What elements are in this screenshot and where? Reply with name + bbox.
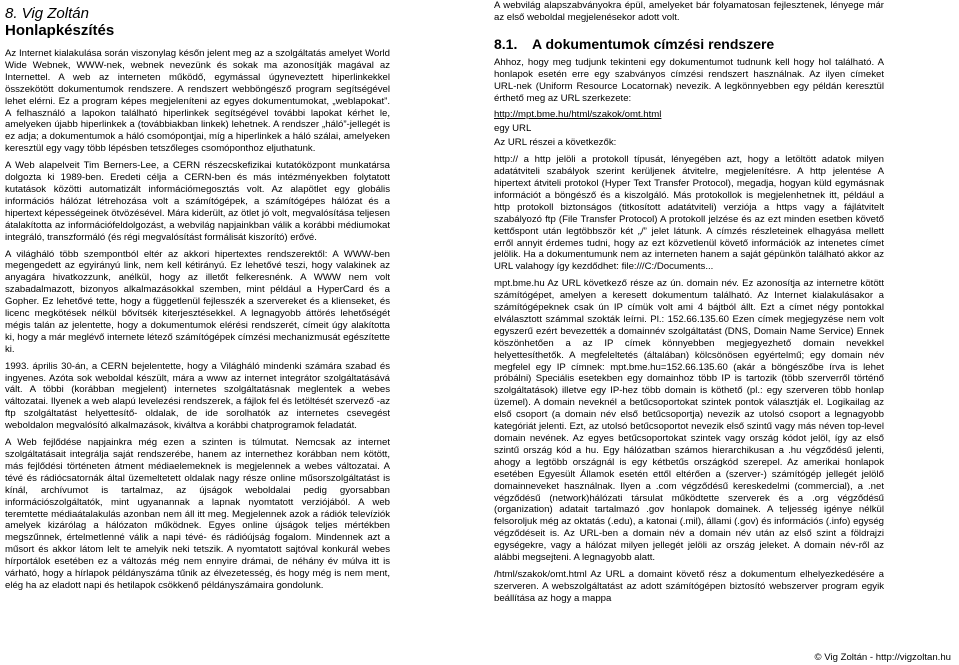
- url-parts-intro: Az URL részei a következők:: [494, 137, 617, 149]
- example-url-link[interactable]: http://mpt.bme.hu/html/szakok/omt.html: [494, 109, 662, 121]
- paragraph-4: 1993. április 30-án, a CERN bejelentette, hogy a Világháló mindenki számára szabad és ingyenes. Azóta sok weboldal készült, mára a www az internet integrátor szolgáltatásává vált. A többi (korábban megjelent) internetes szolgáltatásnak meglentek a webes változatai. Ilyenek a web alapú levelezési rendszerek, a fájlok fel és letöltését szervező -az ftp szolgáltatást helyettesítő- oldalak, de ide sorolhatók az internetes csevegést weboldalon megvalósító alkalmazások, kiváltva a korábbi chatprogramok feladatát.: [5, 360, 391, 432]
- left-column: [5, 0, 390, 597]
- protocol-paragraph: http:// a http jelöli a protokoll típusát, lényegében azt, hogy a letöltött adatok milyen adatátviteli szabályok szerint kerüljenek átvitelre, megjelenítésre. A http jelentése A hipertext átviteli protokol (Hyper Text Transfer Protocol), megadja, hogyan küld egymásnak információt a böngésző és a kiszolgáló. Más protokollok is megjelenhetnek itt, például a http protokoll biztonságos (titkosított adatátviteli) verziója a https vagy a fájlátvitelt szabályozó ftp (File Transfer Protocol) A protokoll jelzése és az ezt minden esetben követő kettőspont után legtöbbször két „/” jelet látunk. A címzés részleteinek elhagyása mellett erről annyit érdemes tudni, hogy az ezt közvetlenül követő információk az intenetes címet jelölik. Ha a dokumentumunk nem az interneten hanem a saját gépünkön található akkor az URL valahogy így kezdődhet: file:///C:/Documents...: [494, 154, 884, 273]
- section-label: 8. Vig Zoltán: [5, 5, 89, 22]
- intro-paragraph: A webvilág alapszabványokra épül, amelyeket bár folyamatosan fejlesztenek, lényege már az első weboldal megjelenésekor adott volt.: [494, 0, 884, 23]
- footer-credit: © Vig Zoltán - http://vigzoltan.hu: [814, 652, 951, 663]
- url-caption: egy URL: [494, 123, 532, 135]
- paragraph-2: A Web alapelveit Tim Berners-Lee, a CERN részecskefizikai kutatóközpont munkatársa dolgozta ki 1989-ben. Eredeti célja a CERN-ben és más intézményekben folytatott kutatások közötti automatizált információmegosztás volt. Az alapötlet egy globális információs hálózat létrehozása volt a számítógépek, a számítógépes hálózat és a hipertext képességeinek ötvözésével. Mára kiderült, az ötlet jó volt, megvalósítása teljesen átalakította az információfeldolgozást, a webvilág napjainkban válik a korábbi médiumokat integráló, transzformáló (és régi megvalósítást formálisát kiszorító) erővé.: [5, 160, 390, 243]
- section-number: 8.1.: [494, 35, 518, 52]
- paragraph-5: A Web fejlődése napjainkra még ezen a szinten is túlmutat. Nemcsak az internet szolgáltatásait integrálja saját rendszerébe, hanem az internethez korábban nem kötött, más fejlődési történeten átment médiaelemeknek is megjelennek a webes változatai. A tévé és rádiócsatornák által üzemeltetett oldalak nagy része online műsorszolgáltatást is kínál, archívumot is tartalmaz, az újságok weboldalai pedig gyorsabban információszolgáltatók, mint ugyanannak a lapnak nyomtatott verziójából. A web teremtette médiaátalakulás azonban nem áll itt meg. Megjelennek azok a rádiók televíziók amelyek kizárólag a hálózaton működnek. Egyes online újságok teljes mértékben megszűnnek, értelmetlenné válik a napi tévé- és rádióújság fogalom. Mindennek azt a műsort és akkor látom lelt te amelyik neki tetszik. A nyomtatott sajtóval konkurál webes hírportálok esetében ez a változás még nem ennyire drámai, de néhány év múlva itt is várható, hogy a hírlapok példányszáma tűnik az élvezetesség, és hogy még is nem ment, elég ha az eladott napi és hetilapok csökkenő példányszámaira gondolunk.: [5, 437, 390, 591]
- paragraph-1: Az Internet kialakulása során viszonylag későn jelent meg az a szolgáltatás amelyet World Wide Webnek, WWW-nek, webnek nevezünk és sokak ma azonosítják magával az Internettel. A web az interneten működő, egymással úgyneveztett hiperlinkekkel összekötött dokumentumok rendszere. A rendszert webböngésző program segítségével lehet elérni. Ez a program képes megjeleníteni az egyes dokumentumokat, „weblapokat”. A felhasználó a lapokon található hiperlinkek segítségével további lapokat kérhet le, amelyeken újabb hiperlinkek a (továbbiakban linkek) lehetnek. A rendszer „háló”-jellegét is ez adja; a dokumentumok a háló csomópontjai, míg a hiperlinkek a háló szálai, amelyeken keresztül egy vagy több lépésben tetszőleges csomóponthoz eljuthatunk.: [5, 48, 390, 155]
- paragraph-3: A világháló több szempontból eltér az akkori hipertextes rendszerektől: A WWW-ben megengedett az egyirányú link, nem kell kétirányú. Ez lehetővé teszi, hogy valakinek az anyagára hivatkozzunk, anélkül, hogy az illetőt felkeresnénk. A WWW nem volt szabadalmazott, bizonyos alkalmazásokkal szemben, mint például a HyperCard és a Gopher. Ez lehetővé tette, hogy a függetlenül fejlesszék a szervereket és a klienseket, és licenc megkötések nélkül bővítsék kiterjesztésekkel. A legnagyobb áttörés lehetőségét mégis talán az jelentette, hogy a dokumentumok elérési rendszerét, címeit úgy alakította ki, hogy a már meglévő internete létező számítógépek címzési mechanizmusát egészítette ki.: [5, 248, 390, 355]
- url-intro-paragraph: Ahhoz, hogy meg tudjunk tekinteni egy dokumentumot tudnunk kell hogy hol található. A honlapok esetén erre egy szabványos címzési rendszert használnak. Az ilyen címeket URL-nek (Uniform Resource Locatornak) nevezik. A legkönnyebben egy példán keresztül érthető meg az URL szerkezete:: [494, 56, 884, 104]
- section-heading: [494, 36, 884, 52]
- path-paragraph: /html/szakok/omt.html Az URL a domaint követő rész a dokumentum elhelyezkedésére a szerveren. A webszolgáltatást az adott számítógépen biztosító webszerver program egyik beállítása az hogy a mappa: [494, 568, 884, 604]
- right-column: [494, 0, 884, 610]
- domain-paragraph: mpt.bme.hu Az URL következő része az ún. domain név. Ez azonosítja az internetre kötött számítógépet, amelyen a keresett dokumentum található. Az Internet kialakulásakor a számítógépeknek csak ún IP címük volt ami 4 bájtból állt. Ezt a címet négy pontokkal elválasztott számmal szokták leírni. Pl.: 152.66.135.60 Ezen címek megjegyzése nem volt egyszerű ezért bevezették a domainnév szolgáltatást (DNS, Domain Name Service) Ennek köszönhetően a az IP címek könnyebben megjegyezhető domain nevekkel helyettesíthetők. A megfeleltetés (általában) kölcsönösen egyértelmű; egy domain név megfelel egy IP címnek: mpt.bme.hu=152.66.135.60 (akár a böngészőbe írva is lehet próbálni) Speciális esetekben egy domainhoz több IP is tartozik (több szerverről történő szolgáltatások) illetve egy IP-hez több domain is köthető (pl.: egy szerveren több honlap üzemel). A domain neveknél a betűcsoportokat szintek pontok választják el. Logikailag az első csoport (a domain név első betűcsoportja) nevezik az utolsó csoport a legnagyobb kategóriát jelenti. Ezt, az utolsó betűcsoportot nevezik első szintű vagy más néven top-level domain nevének. Az egyes betűcsoportokat szintek vagy ország kódot jelöl, így az első szintű ország kód a hu. Egy hálózatban számos hierarchikusan a .hu végződésű jelenti, ahogy a legtöbb országnál is egy kétbetűs országkód szerepel. Az amerikai honlapok esetében Egyesült Államok esetén ettől eltérően a (szerver-) számítógép jellegét jelölő domainneveket használnak. Ilyen a .com végződésű kereskedelmi (commercial), a .net végződésű (network)hálózati társulat működtette szerverek és a .org végződésű (organization) adatait tartalmazó .gov honlapok domainek. A teljesség igénye nélkül felsoroljuk még az oktatás (.edu), a katonai (.mil), állami (.gov) és információs (.info) egység végződéseit is. Az URL-ben a domain név a domain név után az első szint a földrajzi egységekre, vagy a hálózat milyen jellegét jelöli az ország jeleket. A domain név-ről az alábbi megsejteni. A legnagyobb alatt.: [494, 278, 884, 564]
- page-title: Honlapkészítés: [5, 22, 115, 39]
- section-heading-text: A dokumentumok címzési rendszere: [532, 35, 775, 52]
